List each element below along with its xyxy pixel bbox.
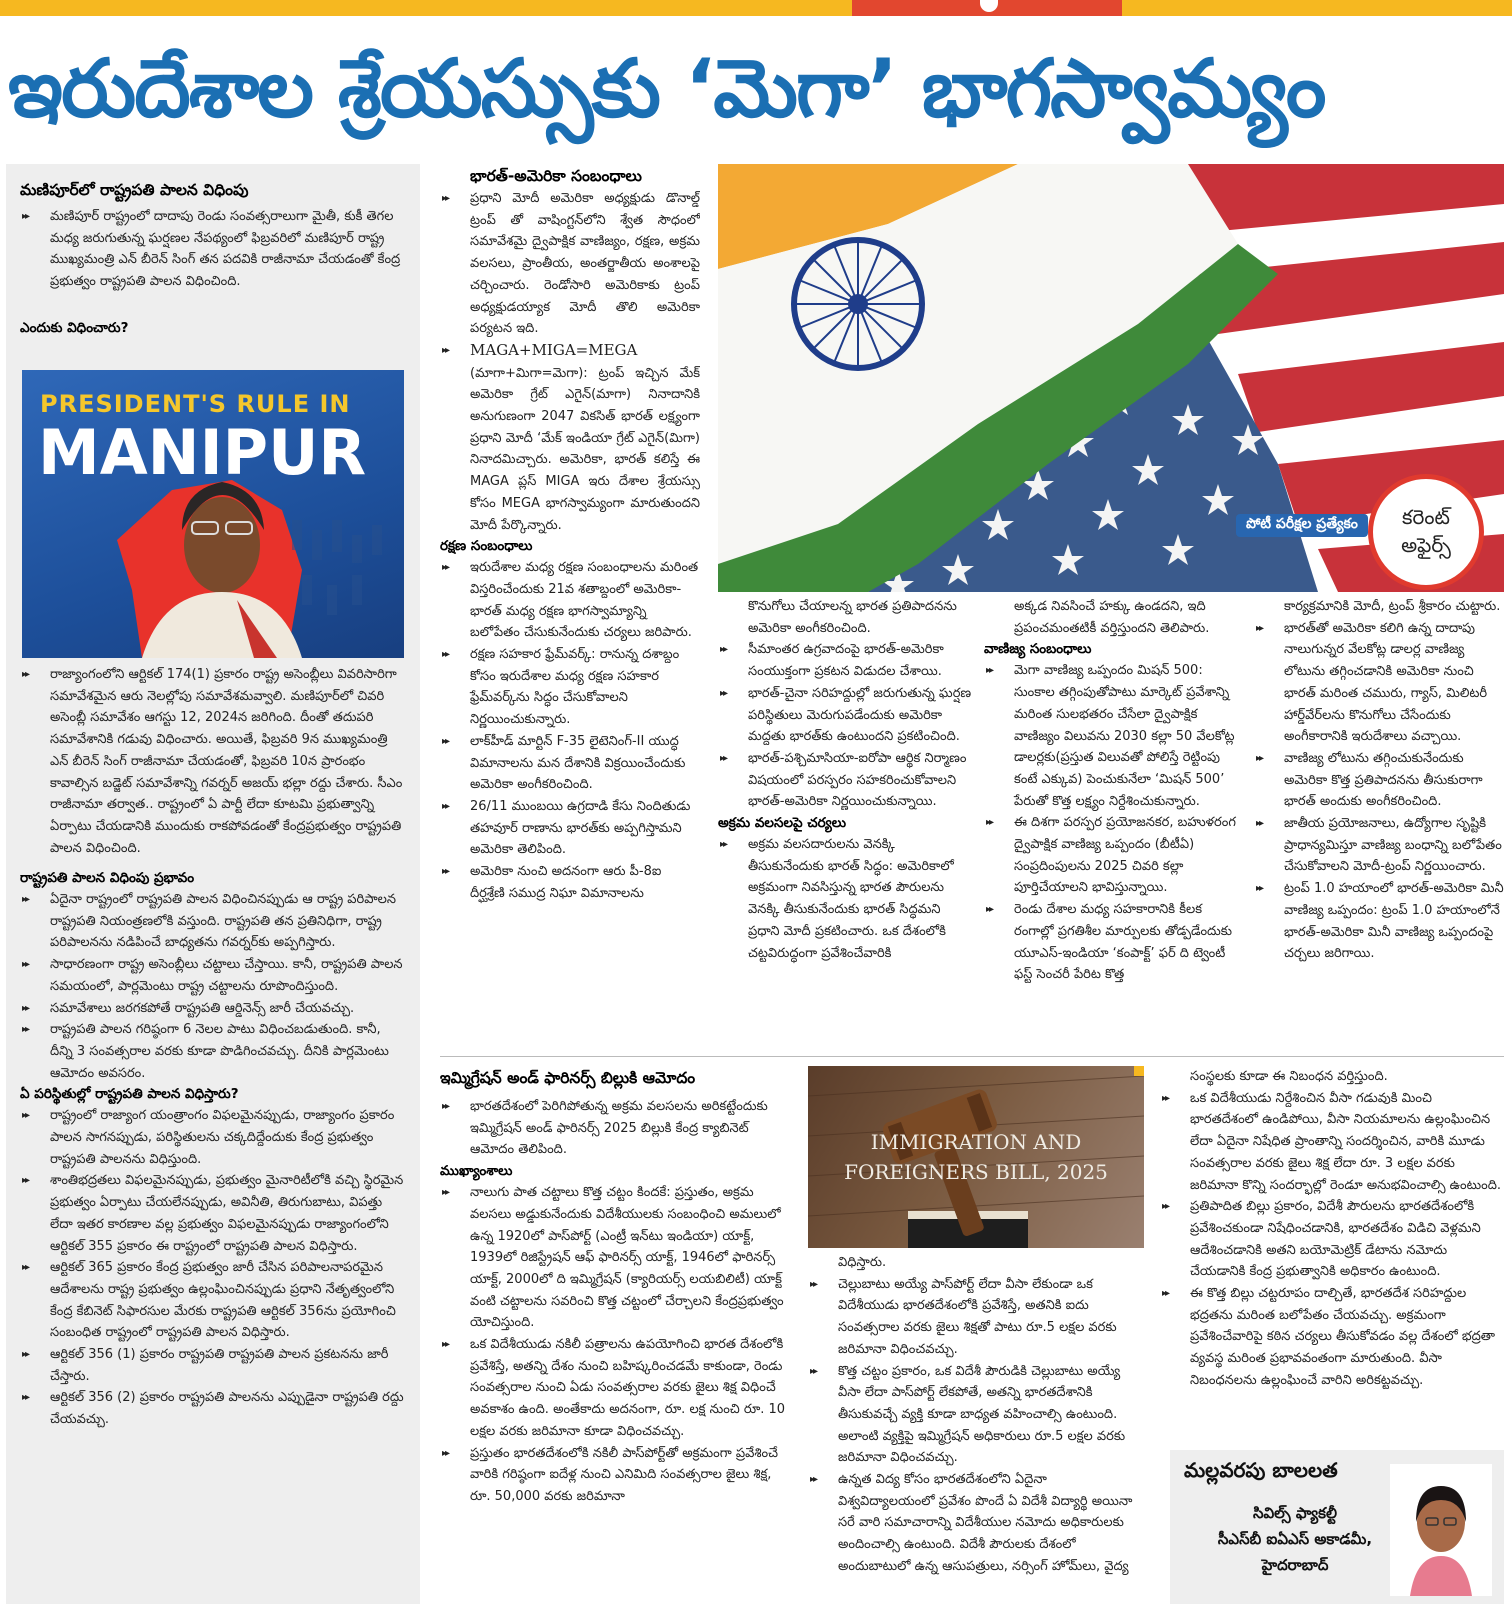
col5-continuation: కార్యక్రమానికి మోదీ, ట్రంప్ శ్రీకారం చుట్టారు. <box>1284 599 1501 614</box>
col3-heading-1: అక్రమ వలసలపై చర్యలు <box>718 815 847 832</box>
left-column-continued <box>20 664 406 1584</box>
author-box <box>1170 1450 1504 1604</box>
immigration-column-1 <box>440 1066 790 1604</box>
author-photo <box>1390 1464 1492 1596</box>
col3-bullet-2: ▸▸ భారత్-చైనా సరిహద్దుల్లో జరుగుతున్న ఘర్షణ పరిస్థితులు మెరుగుపడేందుకు అమెరికా మద్దతు భారత్‌కు ఉంటుందని ప్రకటించింది. <box>718 683 974 748</box>
poster-line-1: PRESIDENT'S RULE IN <box>40 390 351 418</box>
col4-bullet-2: ▸▸ ఈ దిశగా పరస్పర ప్రయోజనకర, బహుళరంగ ద్వైపాక్షిక వాణిజ్య ఒప్పందం (బీటీఏ) సంప్రదింపులను 2025 చివరి కల్లా పూర్తిచేయాలని భావిస్తున్నాయి. <box>984 812 1240 899</box>
author-line-3: హైదరాబాద్ <box>1261 1556 1329 1574</box>
author-name: మల్లవరపు బాలలత <box>1184 1458 1338 1482</box>
current-affairs-circle <box>1368 474 1484 590</box>
left-bullet-8: ▸▸ శాంతిభద్రతలు విఫలమైనప్పుడు, ప్రభుత్వం మైనారిటీలోకి వచ్చి స్థిరమైన ప్రభుత్వం ఏర్పాటు చేయలేనప్పుడు, అవినీతి, తిరుగుబాటు, విపత్తు లేదా ఇతర కారణాల వల్ల ప్రభుత్వం విఫలమైనప్పుడు రాజ్యాంగంలోని ఆర్టికల్ 355 ప్రకారం ఈ రాష్ట్రంలో రాష్ట్రపతి పాలన విధిస్తారు. <box>20 1170 406 1257</box>
immigration-bullet-1: ▸▸ భారతదేశంలో పెరిగిపోతున్న అక్రమ వలసలను అరికట్టేందుకు ఇమ్మిగ్రేషన్ అండ్ ఫారినర్స్ 2025 బిల్లుకి కేంద్ర క్యాబినెట్ ఆమోదం తెలిపింది. <box>440 1096 790 1161</box>
col2-bullet-1: ▸▸ ప్రధాని మోదీ అమెరికా అధ్యక్షుడు డొనాల్డ్ ట్రంప్ తో వాషింగ్టన్‌లోని శ్వేత సౌధంలో సమావేశమై ద్వైపాక్షిక వాణిజ్యం, రక్షణ, అక్రమ వలసలు, ప్రాంతీయ, అంతర్జాతీయ అంశాలపై చర్చించారు. రెండోసారి అమెరికాకు ట్రంప్ అధ్యక్షుడయ్యాక మోదీ తొలి అమెరికా పర్యటన ఇది. <box>440 188 700 340</box>
immigration-col3-bullet-2: ▸▸ ప్రతిపాదిత బిల్లు ప్రకారం, విదేశీ పౌరులను భారతదేశంలోకి ప్రవేశించకుండా నిషేధించడానికి, భారతదేశం విడిచి వెళ్లమని ఆదేశించడానికి అతని బయోమెట్రిక్ డేటాను నమోదు చేయడానికి కేంద్ర ప్రభుత్వానికి అధికారం ఉంటుంది. <box>1160 1196 1504 1283</box>
col4-bullet-3: ▸▸ రెండు దేశాల మధ్య సహకారానికి కీలక రంగాల్లో ప్రగతిశీల మార్పులకు తోడ్పడేందుకు యూఎస్-ఇండియా ‘కంపాక్ట్’ ఫర్ ది ట్వెంటీ ఫస్ట్ సెంచరీ పేరిట కొత్త <box>984 899 1240 986</box>
immigration-col2-continuation: విధిస్తారు. <box>838 1255 887 1270</box>
immigration-col2-bullet-1: ▸▸ చెల్లుబాటు అయ్యే పాస్‌పోర్ట్ లేదా వీసా లేకుండా ఒక విదేశీయుడు భారతదేశంలోకి ప్రవేశిస్తే, అతనికి ఐదు సంవత్సరాల వరకు జైలు శిక్షతో పాటు రూ.5 లక్షల వరకు జరిమానా విధించవచ్చు. <box>808 1274 1144 1361</box>
left-heading-2: ఎందుకు విధించారు? <box>20 320 129 336</box>
col5-bullet-1: ▸▸ భారత్‌తో అమెరికా కలిగి ఉన్న దాదాపు నాలుగున్నర వేలకోట్ల డాలర్ల వాణిజ్య లోటును తగ్గించడానికి అమెరికా నుంచి భారత్ మరింత చమురు, గ్యాస్, మిలిటరీ హార్డ్‌వేర్‌లను కొనుగోలు చేసేందుకు అంగీకారానికి ఇరుదేశాలు వచ్చాయి. <box>1254 618 1504 748</box>
column-3 <box>718 596 974 1044</box>
left-bullet-10: ▸▸ ఆర్టికల్ 356 (1) ప్రకారం రాష్ట్రపతి రాష్ట్రపతి పాలన ప్రకటనను జారీ చేస్తారు. <box>20 1344 406 1387</box>
immigration-column-2 <box>808 1252 1144 1604</box>
left-bullet-7: ▸▸ రాష్ట్రంలో రాజ్యాంగ యంత్రాంగం విఫలమైనప్పుడు, రాజ్యాంగం ప్రకారం పాలన సాగనప్పుడు, పరిస్థితులను చక్కదిద్దేందుకు కేంద్ర ప్రభుత్వం రాష్ట్రపతి పాలనను విధిస్తుంది. <box>20 1105 406 1170</box>
col3-bullet-4: ▸▸ అక్రమ వలసదారులను వెనక్కి తీసుకునేందుకు భారత్ సిద్ధం: అమెరికాలో అక్రమంగా నివసిస్తున్న భారత పౌరులను వెనక్కి తీసుకునేందుకు భారత్ సిద్ధమని ప్రధాని మోదీ ప్రకటించారు. ఒక దేశంలోకి చట్టవిరుద్ధంగా ప్రవేశించేవారికి <box>718 834 974 964</box>
immigration-col2-bullet-3: ▸▸ ఉన్నత విద్య కోసం భారతదేశంలోని ఏదైనా విశ్వవిద్యాలయంలో ప్రవేశం పొందే ఏ విదేశీ విద్యార్థి అయినా సరే వారి సమాచారాన్ని విదేశీయుల నమోదు అధికారులకు అందించాల్సి ఉంటుంది. విదేశీ పౌరులకు దేశంలో అందుబాటులో ఉన్న ఆసుపత్రులు, నర్సింగ్ హోమ్‌లు, వైద్య <box>808 1469 1144 1578</box>
bill-image-text-1: IMMIGRATION AND <box>870 1130 1082 1154</box>
author-portrait-graphic <box>1390 1464 1492 1596</box>
bill-image-text-2: FOREIGNERS BILL, 2025 <box>844 1160 1108 1184</box>
col3-continuation: కొనుగోలు చేయాలన్న భారత ప్రతిపాదనను అమెరికా అంగీకరించింది. <box>748 599 957 636</box>
left-bullet-1: ▸▸ మణిపూర్ రాష్ట్రంలో దాదాపు రెండు సంవత్సరాలుగా మైతీ, కుకీ తెగల మధ్య జరుగుతున్న ఘర్షణల నేపథ్యంలో ఫిబ్రవరిలో మణిపూర్ రాష్ట్ర ముఖ్యమంత్రి ఎన్ బీరెన్ సింగ్ తన పదవికి రాజీనామా చేయడంతో కేంద్ర ప్రభుత్వం రాష్ట్రపతి పాలన విధించింది. <box>20 206 406 293</box>
poster-line-2: MANIPUR <box>38 416 367 489</box>
col2-bullet-6: ▸▸ 26/11 ముంబయి ఉగ్రదాడి కేసు నిందితుడు తహవూర్ రాణాను భారత్‌కు అప్పగిస్తామని అమెరికా తెలిపింది. <box>440 796 700 861</box>
left-heading-4: ఏ పరిస్థితుల్లో రాష్ట్రపతి పాలన విధిస్తారు? <box>20 1086 239 1103</box>
column-2 <box>440 164 700 1044</box>
left-bullet-6: ▸▸ రాష్ట్రపతి పాలన గరిష్ఠంగా 6 నెలల పాటు విధించబడుతుంది. కానీ, దీన్ని 3 సంవత్సరాల వరకు కూడా పొడిగించవచ్చు. దీనికి పార్లమెంటు ఆమోదం అవసరం. <box>20 1019 406 1084</box>
left-bullet-11: ▸▸ ఆర్టికల్ 356 (2) ప్రకారం రాష్ట్రపతి పాలనను ఎప్పుడైనా రాష్ట్రపతి రద్దు చేయవచ్చు. <box>20 1387 406 1430</box>
left-bullet-3: ▸▸ ఏదైనా రాష్ట్రంలో రాష్ట్రపతి పాలన విధించినప్పుడు ఆ రాష్ట్ర పరిపాలన రాష్ట్రపతి నియంత్రణలోకి వస్తుంది. రాష్ట్రపతి తన ప్రతినిధిగా, రాష్ట్ర పరిపాలనను నడిపించే బాధ్యతను గవర్నర్‌కు అప్పగిస్తారు. <box>20 889 406 954</box>
col4-continuation: అక్కడ నివసించే హక్కు ఉండదని, ఇది ప్రపంచమంతటికీ వర్తిస్తుందని తెలిపారు. <box>1014 599 1210 636</box>
author-line-2: సీఎస్‌బీ ఐఏఎస్ అకాడమీ, <box>1217 1530 1373 1548</box>
col5-bullet-3: ▸▸ జాతీయ ప్రయోజనాలు, ఉద్యోగాల సృష్టికి ప్రాధాన్యమిస్తూ వాణిజ్య బంధాన్ని బలోపేతం చేసుకోవాలని మోదీ-ట్రంప్ నిర్ణయించారు. <box>1254 813 1504 878</box>
col5-bullet-2: ▸▸ వాణిజ్య లోటును తగ్గించుకునేందుకు అమెరికా కొత్త ప్రతిపాదనను తీసుకురాగా భారత్ అందుకు అంగీకరించింది. <box>1254 748 1504 813</box>
column-4 <box>984 596 1240 1044</box>
maga-miga-mega: MAGA+MIGA=MEGA <box>470 340 638 359</box>
col2-bullet-3: ▸▸ ఇరుదేశాల మధ్య రక్షణ సంబంధాలను మరింత విస్తరించేందుకు 21వ శతాబ్దంలో అమెరికా-భారత్ మధ్య రక్షణ భాగస్వామ్యాన్ని బలోపేతం చేసుకునేందుకు చర్యలు జరిపారు. <box>440 557 700 644</box>
col2-bullet-4: ▸▸ రక్షణ సహకార ఫ్రేమ్‌వర్క్: రానున్న దశాబ్దం కోసం ఇరుదేశాల మధ్య రక్షణ సహకార ఫ్రేమ్‌వర్క్‌ను సిద్ధం చేసుకోవాలని నిర్ణయించుకున్నారు. <box>440 644 700 731</box>
col2-bullet-2-text: (మాగా+మిగా=మెగా): ట్రంప్ ఇచ్చిన మేక్ అమెరికా గ్రేట్ ఎగైన్(మాగా) నినాదానికి అనుగుణంగా 2047 వికసిత్ భారత్ లక్ష్యంగా ప్రధాని మోదీ ‘మేక్ ఇండియా గ్రేట్ ఎగైన్(మిగా) నినాదమిచ్చారు. అమెరికా, భారత్ కలిస్తే ఈ MAGA ప్లస్ MIGA ఇరు దేశాల శ్రేయస్సు కోసం MEGA భాగస్వామ్యంగా మారుతుందని మోదీ పేర్కొన్నారు. <box>470 365 700 533</box>
immigration-bill-image <box>808 1066 1144 1248</box>
left-heading-1: మణిపూర్‌లో రాష్ట్రపతి పాలన విధింపు <box>20 181 249 199</box>
manipur-poster-image <box>22 370 404 658</box>
col3-bullet-3: ▸▸ భారత్-పశ్చిమాసియా-ఐరోపా ఆర్థిక నిర్మాణం విషయంలో పరస్పరం సహకరించుకోవాలని భారత్-అమెరికా నిర్ణయించుకున్నాయి. <box>718 748 974 813</box>
top-color-bar <box>0 0 1512 16</box>
immigration-column-3 <box>1160 1066 1504 1442</box>
immigration-col3-continuation: సంస్థలకు కూడా ఈ నిబంధన వర్తిస్తుంది. <box>1190 1069 1388 1084</box>
immigration-col3-bullet-3: ▸▸ ఈ కొత్త బిల్లు చట్టరూపం దాల్చితే, భారతదేశ సరిహద్దుల భద్రతను మరింత బలోపేతం చేయవచ్చు. అక్రమంగా ప్రవేశించేవారిపై కఠిన చర్యలు తీసుకోవడం వల్ల దేశంలో భద్రతా వ్యవస్థ మరింత ప్రభావవంతంగా మారుతుంది. వీసా నిబంధనలను ఉల్లంఘించే వారిని అరికట్టవచ్చు. <box>1160 1283 1504 1392</box>
immigration-col3-bullet-1: ▸▸ ఒక విదేశీయుడు నిర్దేశించిన వీసా గడువుకి మించి భారతదేశంలో ఉండిపోయి, వీసా నియమాలను ఉల్లంఘించిన లేదా ఏదైనా నిషేధిత ప్రాంతాన్ని సందర్శించిన, వారికి మూడు సంవత్సరాల వరకు జైలు శిక్ష లేదా రూ. 3 లక్షల వరకు జరిమానా కొన్ని సందర్భాల్లో రెండూ అనుభవించాల్సి ఉంటుంది. <box>1160 1088 1504 1197</box>
immigration-bullet-4: ▸▸ ప్రస్తుతం భారతదేశంలోకి నకిలీ పాస్‌పోర్ట్‌తో అక్రమంగా ప్రవేశించే వారికి గరిష్ఠంగా ఐదేళ్ల నుంచి ఎనిమిది సంవత్సరాల జైలు శిక్ష, రూ. 50,000 వరకు జరిమానా <box>440 1443 790 1508</box>
col5-bullet-4: ▸▸ ట్రంప్ 1.0 హయాంలో భారత్-అమెరికా మినీ వాణిజ్య ఒప్పందం: ట్రంప్ 1.0 హయాంలోనే భారత్-అమెరికా మినీ వాణిజ్య ఒప్పందంపై చర్చలు జరిగాయి. <box>1254 878 1504 965</box>
india-us-flag-image <box>718 164 1504 592</box>
left-bullet-4: ▸▸ సాధారణంగా రాష్ట్ర అసెంబ్లీలు చట్టాలు చేస్తాయి. కానీ, రాష్ట్రపతి పాలన సమయంలో, పార్లమెంటు రాష్ట్ర చట్టాలను రూపొందిస్తుంది. <box>20 954 406 997</box>
immigration-col2-bullet-2: ▸▸ కొత్త చట్టం ప్రకారం, ఒక విదేశీ పౌరుడికి చెల్లుబాటు అయ్యే వీసా లేదా పాస్‌పోర్ట్ లేకపోతే, అతన్ని భారతదేశానికి తీసుకువచ్చే వ్యక్తి కూడా బాధ్యత వహించాల్సి ఉంటుంది. అలాంటి వ్యక్తిపై ఇమ్మిగ్రేషన్ అధికారులు రూ.5 లక్షల వరకు జరిమానా విధించవచ్చు. <box>808 1361 1144 1470</box>
column-5 <box>1254 596 1504 1044</box>
col3-bullet-1: ▸▸ సీమాంతర ఉగ్రవాదంపై భారత్-అమెరికా సంయుక్తంగా ప్రకటన విడుదల చేశాయి. <box>718 639 974 682</box>
gavel-graphic <box>808 1066 1144 1248</box>
col2-bullet-2 <box>440 340 700 536</box>
col2-heading-2: రక్షణ సంబంధాలు <box>440 538 533 555</box>
left-heading-3: రాష్ట్రపతి పాలన విధింపు ప్రభావం <box>20 870 195 886</box>
circle-line-2: అఫైర్స్ <box>1401 533 1451 557</box>
section-divider <box>440 1056 1504 1057</box>
left-bullet-9: ▸▸ ఆర్టికల్ 365 ప్రకారం కేంద్ర ప్రభుత్వం జారీ చేసిన పరిపాలనాపరమైన ఆదేశాలను రాష్ట్ర ప్రభుత్వం ఉల్లంఘించినప్పుడు ప్రధాని నేతృత్వంలోని కేంద్ర కేబినెట్ సిఫారసుల మేరకు రాష్ట్రపతి ఆర్టికల్ 356ను ప్రయోగించి సంబంధిత రాష్ట్రంలో రాష్ట్రపతి పాలన విధిస్తారు. <box>20 1257 406 1344</box>
circle-line-1: కరెంట్ <box>1402 505 1450 529</box>
col4-bullet-1: ▸▸ మెగా వాణిజ్య ఒప్పందం మిషన్ 500: సుంకాల తగ్గింపుతోపాటు మార్కెట్ ప్రవేశాన్ని మరింత సులభతరం చేసేలా ద్వైపాక్షిక వాణిజ్యం విలువను 2030 కల్లా 50 వేలకోట్ల డాలర్లకు(ప్రస్తుత విలువతో పోలిస్తే రెట్టింపు కంటే ఎక్కువ) పెంచుకునేలా ‘మిషన్ 500’ పేరుతో కొత్త లక్ష్యం నిర్దేశించుకున్నారు. <box>984 660 1240 812</box>
left-bullet-5: ▸▸ సమావేశాలు జరగకపోతే రాష్ట్రపతి ఆర్డినెన్స్ జారీ చేయవచ్చు. <box>20 998 406 1020</box>
col4-heading-1: వాణిజ్య సంబంధాలు <box>984 641 1092 658</box>
immigration-bullet-2: ▸▸ నాలుగు పాత చట్టాలు కొత్త చట్టం కిందకే: ప్రస్తుతం, అక్రమ వలసలు అడ్డుకునేందుకు విదేశీయులకు సంబంధించి అమలులో ఉన్న 1920లో పాస్‌పోర్ట్ (ఎంట్రీ ఇన్‌టు ఇండియా) యాక్ట్, 1939లో రిజిస్ట్రేషన్ ఆఫ్ ఫారినర్స్ యాక్ట్, 1946లో ఫారినర్స్ యాక్ట్, 2000లో ది ఇమ్మిగ్రేషన్ (క్యారియర్స్ లయబిలిటీ) యాక్ట్ వంటి చట్టాలను సవరించి కొత్త చట్టంలో చేర్చాలని కేంద్రప్రభుత్వం యోచిస్తుంది. <box>440 1182 790 1334</box>
col2-heading-1: భారత్-అమెరికా సంబంధాలు <box>470 167 642 185</box>
competitive-exam-badge: పోటీ పరీక్షల ప్రత్యేకం <box>1236 514 1368 537</box>
left-bullet-2: ▸▸ రాజ్యాంగంలోని ఆర్టికల్ 174(1) ప్రకారం రాష్ట్ర అసెంబ్లీలు వివరిసారిగా సమావేశమైన ఆరు నెలల్లోపు సమావేశమవ్వాలి. మణిపూర్‌లో చివరి అసెంబ్లీ సమావేశం ఆగస్టు 12, 2024న జరిగింది. దీంతో తదుపరి సమావేశానికి గడువు విధించారు. అయితే, ఫిబ్రవరి 9న ముఖ్యమంత్రి ఎన్ బీరెన్ సింగ్ రాజీనామా చేయడంతో, ఫిబ్రవరి 10న ప్రారంభం కావాల్సిన బడ్జెట్ సమావేశాన్ని గవర్నర్ అజయ్ భల్లా రద్దు చేశారు. సీఎం రాజీనామా తర్వాత.. రాష్ట్రంలో ఏ పార్టీ లేదా కూటమి ప్రభుత్వాన్ని ఏర్పాటు చేయడానికి ముందుకు రాకపోవడంతో కేంద్రప్రభుత్వం రాష్ట్రపతి పాలన విధించింది. <box>20 664 406 859</box>
highlights-heading: ముఖ్యాంశాలు <box>440 1163 513 1180</box>
col2-bullet-7: ▸▸ అమెరికా నుంచి అదనంగా ఆరు పీ-8ఐ దీర్ఘశ్రేణి సముద్ర నిఘా విమానాలను <box>440 861 700 904</box>
immigration-bullet-3: ▸▸ ఒక విదేశీయుడు నకిలీ పత్రాలను ఉపయోగించి భారత దేశంలోకి ప్రవేశిస్తే, అతన్ని దేశం నుంచి బహిష్కరించడమే కాకుండా, రెండు సంవత్సరాల నుంచి ఏడు సంవత్సరాల వరకు జైలు శిక్ష విధించే అవకాశం ఉంది. అంతేకాదు అదనంగా, రూ. లక్ష నుంచి రూ. 10 లక్షల వరకు జరిమానా కూడా విధించవచ్చు. <box>440 1334 790 1443</box>
immigration-heading: ఇమ్మిగ్రేషన్ అండ్ ఫారినర్స్ బిల్లుకి ఆమోదం <box>440 1069 696 1087</box>
col2-bullet-5: ▸▸ లాక్‌హీడ్ మార్టిన్ F-35 లైటెనింగ్-II యుద్ధ విమానాలను మన దేశానికి విక్రయించేందుకు అమెరికా అంగీకరించింది. <box>440 731 700 796</box>
author-line-1: సివిల్స్ ఫ్యాకల్టీ <box>1252 1504 1337 1522</box>
page-headline: ఇరుదేశాల శ్రేయస్సుకు ‘మెగా’ భాగస్వామ్యం <box>8 42 1325 135</box>
